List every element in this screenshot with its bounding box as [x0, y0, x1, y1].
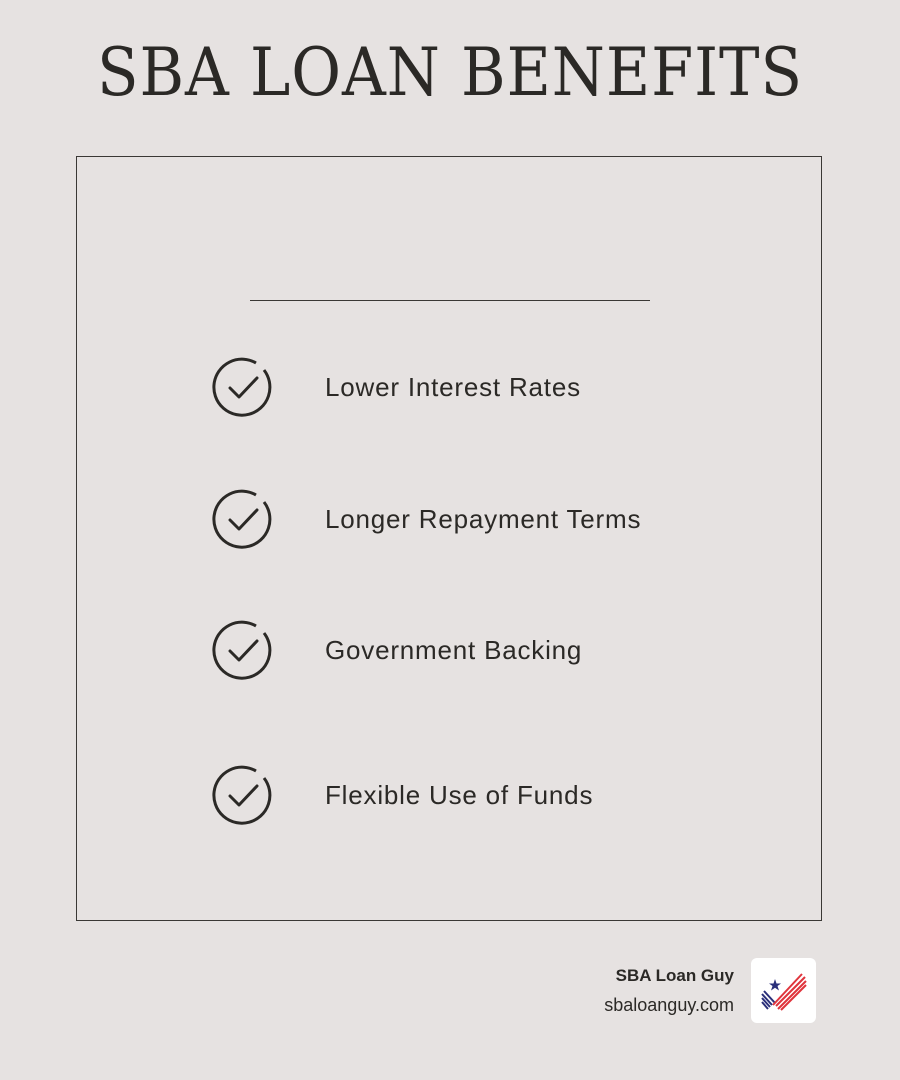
brand-url: sbaloanguy.com	[604, 995, 734, 1015]
check-circle-icon	[212, 488, 274, 550]
flag-check-logo-icon	[751, 958, 816, 1023]
benefit-label: Government Backing	[325, 634, 583, 665]
benefit-item	[212, 619, 582, 681]
brand-block	[604, 966, 734, 1016]
benefit-label: Longer Repayment Terms	[325, 503, 642, 534]
benefit-label: Lower Interest Rates	[325, 371, 581, 402]
benefit-item	[212, 764, 593, 826]
page-title: SBA LOAN BENEFITS	[96, 34, 804, 111]
brand-logo	[751, 958, 816, 1023]
check-circle-icon	[212, 764, 274, 826]
check-circle-icon	[212, 356, 274, 418]
benefit-label: Flexible Use of Funds	[325, 779, 594, 810]
benefit-item	[212, 356, 581, 418]
divider	[250, 300, 650, 301]
benefit-item	[212, 488, 641, 550]
check-circle-icon	[212, 619, 274, 681]
brand-name: SBA Loan Guy	[615, 966, 734, 985]
